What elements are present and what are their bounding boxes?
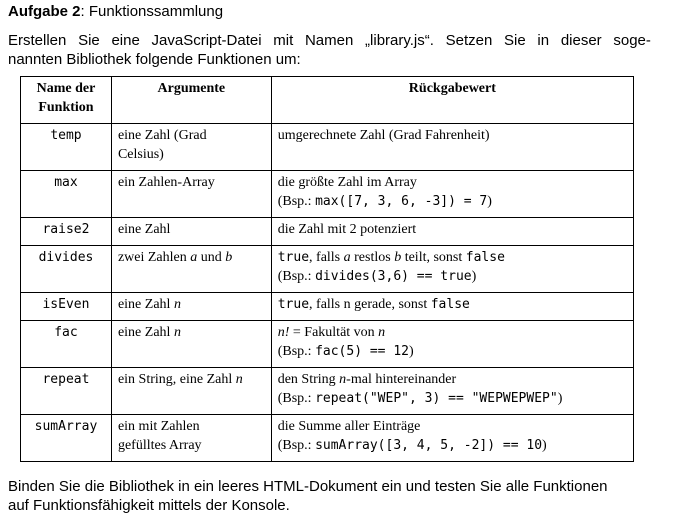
table-row (21, 415, 634, 462)
function-arguments: zwei Zahlen a und b (111, 246, 271, 293)
function-name: temp (21, 124, 112, 171)
table-row (21, 124, 634, 171)
intro-word: Sie (78, 32, 100, 49)
function-name: sumArray (21, 415, 112, 462)
function-arguments: eine Zahl n (111, 321, 271, 368)
table-row (21, 321, 634, 368)
function-name: divides (21, 246, 112, 293)
function-table (20, 76, 634, 462)
code-example: sumArray([3, 4, 5, -2]) == 10 (315, 438, 543, 453)
intro-word: dieser (560, 32, 602, 49)
table-row (21, 218, 634, 246)
table-row (21, 368, 634, 415)
intro-line-2: nannten Bibliothek folgende Funktionen um: (8, 51, 301, 68)
header-arguments: Argumente (111, 77, 271, 124)
task-label: Aufgabe 2 (8, 3, 81, 20)
function-arguments: eine Zahl (111, 218, 271, 246)
header-function-name: Name der Funktion (21, 77, 112, 124)
intro-word: in (537, 32, 550, 49)
table-row (21, 171, 634, 218)
intro-word: eine (111, 32, 140, 49)
intro-word: soge- (613, 32, 651, 49)
code-example: max([7, 3, 6, -3]) = 7 (315, 194, 488, 209)
header-return-value: Rückgabewert (271, 77, 633, 124)
function-return: die Summe aller Einträge (Bsp.: sumArray([3, 4, 5, -2]) == 10) (271, 415, 633, 462)
table-header-row (21, 77, 634, 124)
task-heading (8, 2, 223, 22)
intro-word: Namen (304, 32, 354, 49)
code-example: divides(3,6) == true (315, 269, 472, 284)
function-return: true, falls a restlos b teilt, sonst false (Bsp.: divides(3,6) == true) (271, 246, 633, 293)
function-name: fac (21, 321, 112, 368)
intro-word: Setzen (445, 32, 493, 49)
table-row (21, 246, 634, 293)
function-return: den String n-mal hintereinander (Bsp.: repeat("WEP", 3) == "WEPWEPWEP") (271, 368, 633, 415)
function-return: die Zahl mit 2 potenziert (271, 218, 633, 246)
outro-line-1: Binden Sie die Bibliothek in ein leeres HTML-Dokument ein und testen Sie alle Funktionen (8, 478, 608, 495)
function-name: raise2 (21, 218, 112, 246)
function-arguments: ein String, eine Zahl n (111, 368, 271, 415)
function-return: umgerechnete Zahl (Grad Fahrenheit) (271, 124, 633, 171)
function-arguments: ein mit Zahlen gefülltes Array (111, 415, 271, 462)
code-example: repeat("WEP", 3) == "WEPWEPWEP" (315, 391, 558, 406)
table-row (21, 293, 634, 321)
function-name: max (21, 171, 112, 218)
function-arguments: ein Zahlen-Array (111, 171, 271, 218)
intro-word: JavaScript-Datei (151, 32, 262, 49)
code-example: fac(5) == 12 (315, 344, 409, 359)
function-arguments: eine Zahl n (111, 293, 271, 321)
task-closing-instructions (8, 477, 668, 515)
intro-word: mit (273, 32, 294, 49)
function-return: die größte Zahl im Array (Bsp.: max([7, 3, 6, -3]) = 7) (271, 171, 633, 218)
task-instructions (8, 31, 651, 69)
intro-word: Sie (504, 32, 526, 49)
function-arguments: eine Zahl (Grad Celsius) (111, 124, 271, 171)
outro-line-2: auf Funktionsfähigkeit mittels der Konsole. (8, 497, 290, 514)
intro-word: „library.js“. (365, 32, 434, 49)
function-return: true, falls n gerade, sonst false (271, 293, 633, 321)
intro-line-1 (8, 31, 651, 50)
function-return: n! = Fakultät von n (Bsp.: fac(5) == 12) (271, 321, 633, 368)
function-name: isEven (21, 293, 112, 321)
task-title: Funktionssammlung (88, 3, 224, 20)
intro-word: Erstellen (8, 32, 67, 49)
task-separator: : (80, 3, 89, 20)
function-name: repeat (21, 368, 112, 415)
